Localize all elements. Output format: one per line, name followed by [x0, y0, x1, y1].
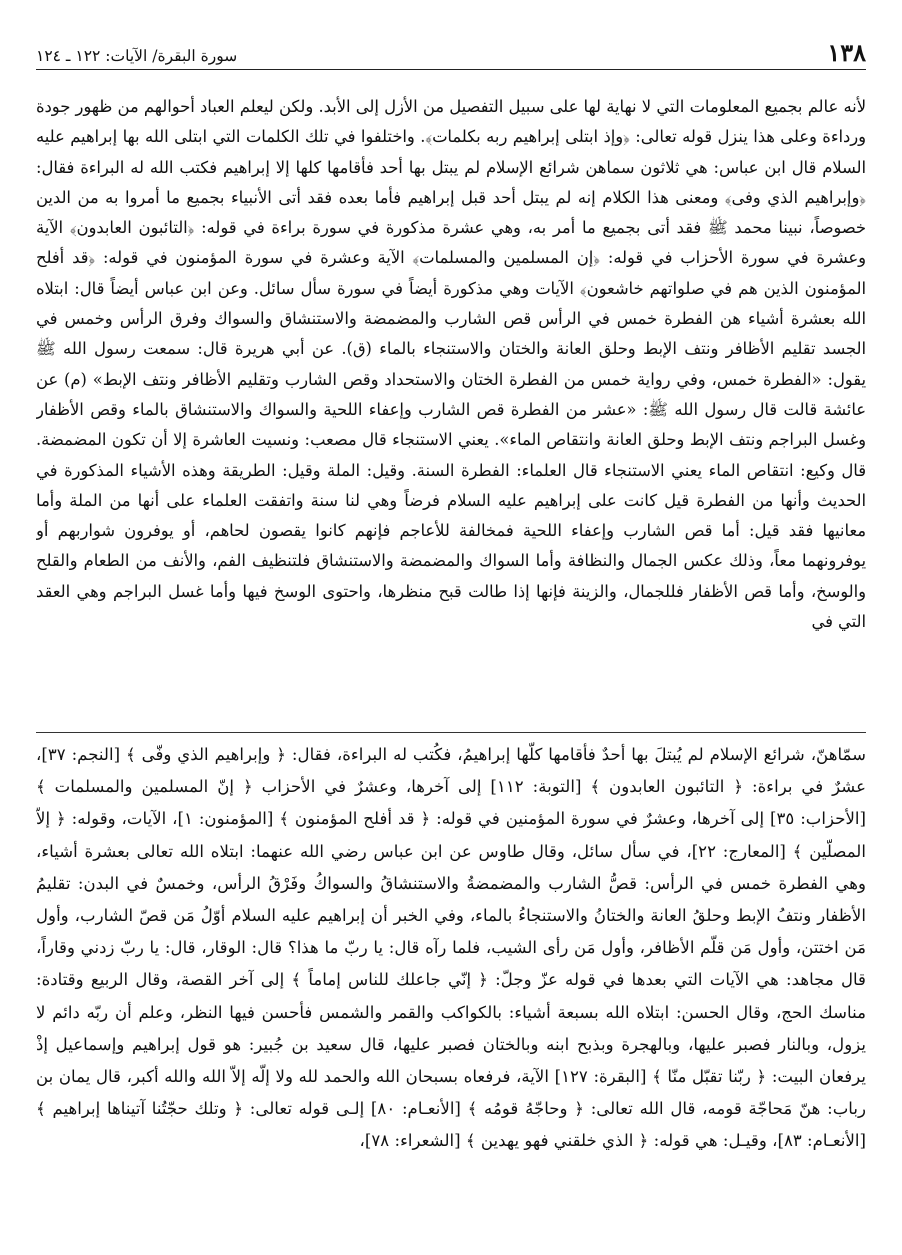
book-page: [36, 36, 866, 1236]
footnote-separator: [36, 732, 866, 733]
main-paragraph: لأنه عالم بجميع المعلومات التي لا نهاية لها على سبيل التفصيل من الأزل إلى الأبد. ولكن ليعلم العباد أحوالهم من ظهور جودة ورداءة وعلى هذا ينزل قوله تعالى: ﴿وإذ ابتلى إبراهيم ربه بكلمات﴾. واختلفوا في تلك الكلمات التي ابتلى الله بها إبراهيم عليه السلام قال ابن عباس: هي ثلاثون سماهن شرائع الإسلام لم يبتل بها أحد فأقامها كلها إلا إبراهيم فكتب الله له البراءة فقال: ﴿وإبراهيم الذي وفى﴾ ومعنى هذا الكلام إنه لم يبتل أحد قبل إبراهيم فأما بعده فقد أتى الأنبياء بجميع ما أمروا به من الدين خصوصاً، نبينا محمد ﷺ فقد أتى بجميع ما أمر به، وهي عشرة مذكورة في سورة براءة في قوله: ﴿التائبون العابدون﴾ الآية وعشرة في سورة الأحزاب في قوله: ﴿إن المسلمين والمسلمات﴾ الآية وعشرة في سورة المؤمنون في قوله: ﴿قد أفلح المؤمنون الذين هم في صلواتهم خاشعون﴾ الآيات وهي مذكورة أيضاً في سورة سأل سائل. وعن ابن عباس أيضاً قال: ابتلاه الله بعشرة أشياء هن الفطرة خمس في الرأس قص الشارب والمضمضة والاستنشاق والسواك وفرق الرأس وخمس في الجسد تقليم الأظافر ونتف الإبط وحلق العانة والختان والاستنجاء بالماء (ق). عن أبي هريرة قال: سمعت رسول الله ﷺ يقول: «الفطرة خمس، وفي رواية خمس من الفطرة الختان والاستحداد وقص الشارب وتقليم الأظافر ونتف الإبط» (م) عن عائشة قالت قال رسول الله ﷺ: «عشر من الفطرة قص الشارب وإعفاء اللحية والسواك والاستنشاق بالماء وقص الأظفار وغسل البراجم ونتف الإبط وحلق العانة وانتقاص الماء». يعني الاستنجاء قال مصعب: ونسيت العاشرة إلا أن تكون المضمضة. قال وكيع: انتقاص الماء يعني الاستنجاء قال العلماء: الفطرة السنة. وقيل: الملة وقيل: الطريقة وهذه الأشياء المذكورة في الحديث وأنها من الفطرة قيل كانت على إبراهيم عليه السلام فرضاً وهي لنا سنة واتفقت العلماء على أنها من الملة وأما معانيها فقد قيل: أما قص الشارب وإعفاء اللحية فمخالفة للأعاجم فإنهم كانوا يقصون لحاهم، أو يوفرون شواربهم أو يوفرونهما معاً، وذلك عكس الجمال والنظافة وأما السواك والمضمضة والاستنشاق فلتنظيف الفم، والأنف من الطعام والقلح والوسخ، وأما قص الأظفار فللجمال، والزينة فإنها إذا طالت قبح منظرها، واحتوى الوسخ فيها وأما غسل البراجم وهي العقد التي في: [36, 97, 866, 632]
footnotes: [36, 739, 866, 1234]
footnote-paragraph: سمّاهنّ، شرائع الإسلام لم يُبتلَ بها أحدٌ فأقامها كلّها إبراهيمُ، فكُتب له البراءة، فقال: ﴿ وإبراهيم الذي وفّى ﴾ [النجم: ٣٧]، عشرٌ في براءة: ﴿ التائبون العابدون ﴾ [التوبة: ١١٢] إلى آخرها، وعشرٌ في الأحزاب ﴿ إنّ المسلمين والمسلمات ﴾ [الأحزاب: ٣٥] إلى آخرها، وعشرٌ في سورة المؤمنين في قوله: ﴿ قد أفلح المؤمنون ﴾ [المؤمنون: ١]، الآيات، وقوله: ﴿ إلاّ المصلّين ﴾ [المعارج: ٢٢]، في سأل سائل، وقال طاوس عن ابن عباس رضي الله عنهما: ابتلاه الله تعالى بعشرة أشياء، وهي الفطرة خمس في الرأس: قصُّ الشارب والمضمضةُ والاستنشاقُ والسواكُ وفَرْقُ الرأس، وخمسٌ في البدن: تقليمُ الأظفار ونتفُ الإبط وحلقُ العانة والختانُ والاستنجاءُ بالماء، وفي الخبر أن إبراهيم عليه السلام أوّلُ مَن قصّ الشارب، وأول مَن اختتن، وأول مَن قلّم الأظافر، وأول مَن رأى الشيب، فلما رآه قال: يا ربّ ما هذا؟ قال: الوقار، قال: يا ربّ زدني وقاراً، قال مجاهد: هي الآيات التي بعدها في قوله عزّ وجلّ: ﴿ إنّي جاعلك للناس إماماً ﴾ إلى آخر القصة، وقال الربيع وقتادة: مناسك الحج، وقال الحسن: ابتلاه الله بسبعة أشياء: بالكواكب والقمر والشمس فأحسن فيها النظر، وعلم أن ربّه دائم لا يزول، وبالنار فصبر عليها، وبالهجرة وبذبح ابنه وبالختان فصبر عليها، قال سعيد بن جُبير: هو قول إبراهيم وإسماعيل إذْ يرفعان البيت: ﴿ ربّنا تقبّل منّا ﴾ [البقرة: ١٢٧] الآية، فرفعاه بسبحان الله والحمد لله ولا إلّه إلاّ الله والله أكبر، قال يمان بن رباب: هنّ مَحاجّة قومه، قال الله تعالى: ﴿ وحاجّهُ قومُه ﴾ [الأنعـام: ٨٠] إلـى قوله تعالى: ﴿ وتلك حجّتُنا آتيناها إبراهيم ﴾ [الأنعـام: ٨٣]، وقيـل: هي قوله: ﴿ الذي خلقني فهو يهدين ﴾ [الشعراء: ٧٨]،: [36, 745, 866, 1151]
main-commentary: [36, 92, 866, 722]
running-title: سورة البقرة/ الآيات: ١٢٢ ـ ١٢٤: [36, 47, 238, 65]
page-number: ١٣٨: [827, 38, 866, 67]
page-header: [36, 36, 866, 70]
